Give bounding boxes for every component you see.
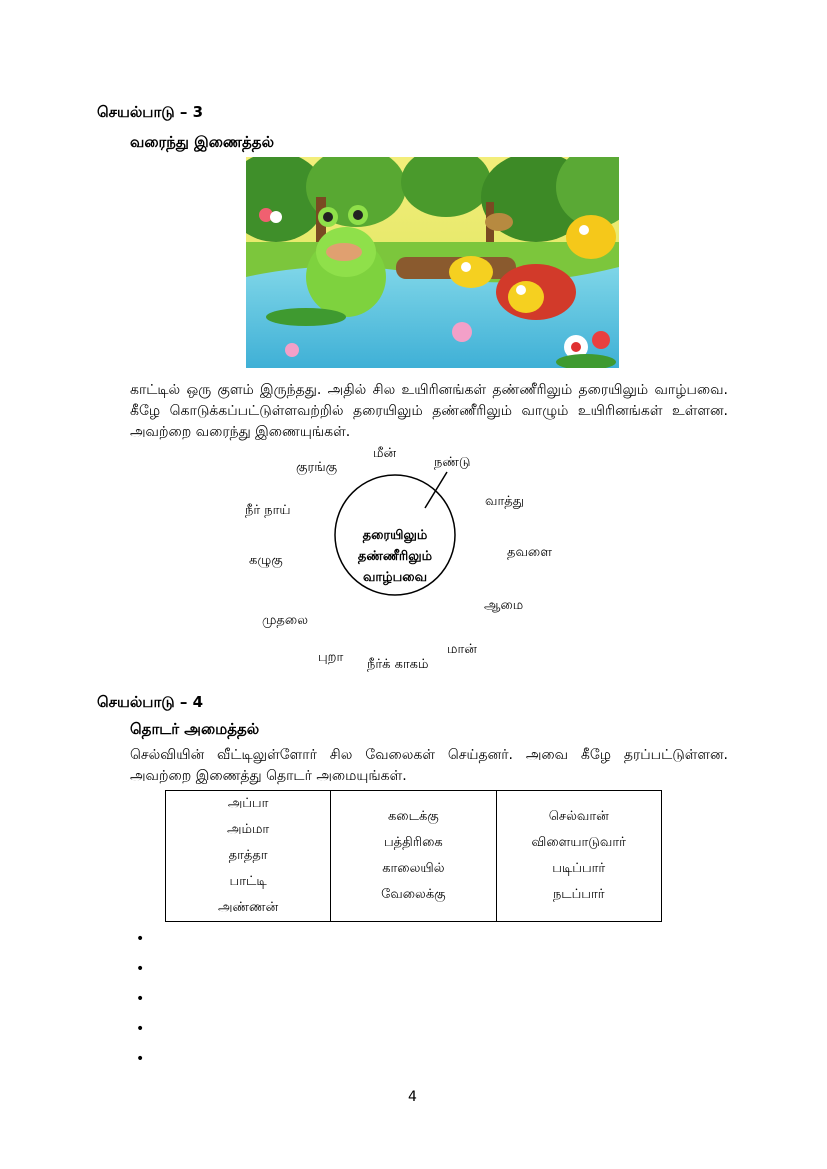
bullet-point: •	[136, 961, 145, 977]
activity4-subheading: தொடர் அமைத்தல்	[130, 720, 260, 738]
animal-word: நீர் நாய்	[245, 503, 291, 518]
pond-illustration	[246, 157, 619, 368]
table-cell: படிப்பார்	[552, 861, 606, 876]
activity3-subheading: வரைந்து இணைத்தல்	[130, 133, 275, 151]
animal-word: மான்	[447, 642, 477, 657]
circle-label	[330, 525, 460, 588]
table-cell: அப்பா	[227, 796, 269, 811]
animal-word: தவளை	[507, 545, 552, 560]
animal-word: நீர்க் காகம்	[367, 657, 429, 672]
table-cell: பத்திரிகை	[383, 835, 443, 850]
animal-word: மீன்	[373, 446, 397, 461]
table-row	[166, 791, 662, 922]
animal-word: புறா	[318, 650, 344, 665]
sentence-table	[165, 790, 662, 922]
animal-word: நண்டு	[434, 455, 471, 470]
circle-line-1: தரையிலும்	[362, 528, 428, 543]
activity3-paragraph: காட்டில் ஒரு குளம் இருந்தது. அதில் சில உயிரினங்கள் தண்ணீரிலும் தரையிலும் வாழ்பவை. கீழே கொடுக்கப்பட்டுள்ளவற்றில் தரையிலும் தண்ணீரிலும் வாழும் உயிரினங்கள் உள்ளன. அவற்றை வரைந்து இணையுங்கள்.	[130, 382, 728, 440]
table-cell: அம்மா	[227, 822, 270, 837]
animal-word: ஆமை	[484, 598, 524, 613]
circle-line-2: தண்ணீரிலும்	[357, 549, 433, 564]
connector-line	[420, 470, 450, 510]
bullet-point: •	[136, 931, 145, 947]
table-cell: நடப்பார்	[552, 887, 605, 902]
table-cell: கடைக்கு	[387, 809, 439, 824]
activity3-heading: செயல்பாடு – 3	[97, 103, 204, 121]
table-column-objects	[331, 791, 496, 922]
table-column-people	[166, 791, 331, 922]
bullet-point: •	[136, 1051, 145, 1067]
bullet-point: •	[136, 991, 145, 1007]
table-cell: வேலைக்கு	[381, 887, 446, 902]
animal-word: வாத்து	[485, 494, 524, 509]
bullet-point: •	[136, 1021, 145, 1037]
animal-word: கழுகு	[249, 553, 283, 568]
table-column-actions	[496, 791, 662, 922]
table-cell: பாட்டி	[229, 874, 267, 889]
table-cell: தாத்தா	[228, 848, 268, 863]
table-cell: விளையாடுவார்	[531, 835, 626, 850]
page-number: 4	[408, 1089, 417, 1105]
activity4-paragraph: செல்வியின் வீட்டிலுள்ளோர் சில வேலைகள் செய்தனர். அவை கீழே தரப்பட்டுள்ளன. அவற்றை இணைத்து தொடர் அமையுங்கள்.	[130, 747, 728, 784]
table-cell: செல்வான்	[548, 809, 609, 824]
circle-line-3: வாழ்பவை	[362, 570, 428, 585]
table-cell: அண்ணன்	[218, 900, 279, 915]
animal-word: குரங்கு	[296, 460, 338, 475]
table-cell: காலையில்	[382, 861, 445, 876]
animal-word: முதலை	[262, 613, 308, 628]
activity4-heading: செயல்பாடு – 4	[97, 693, 204, 711]
